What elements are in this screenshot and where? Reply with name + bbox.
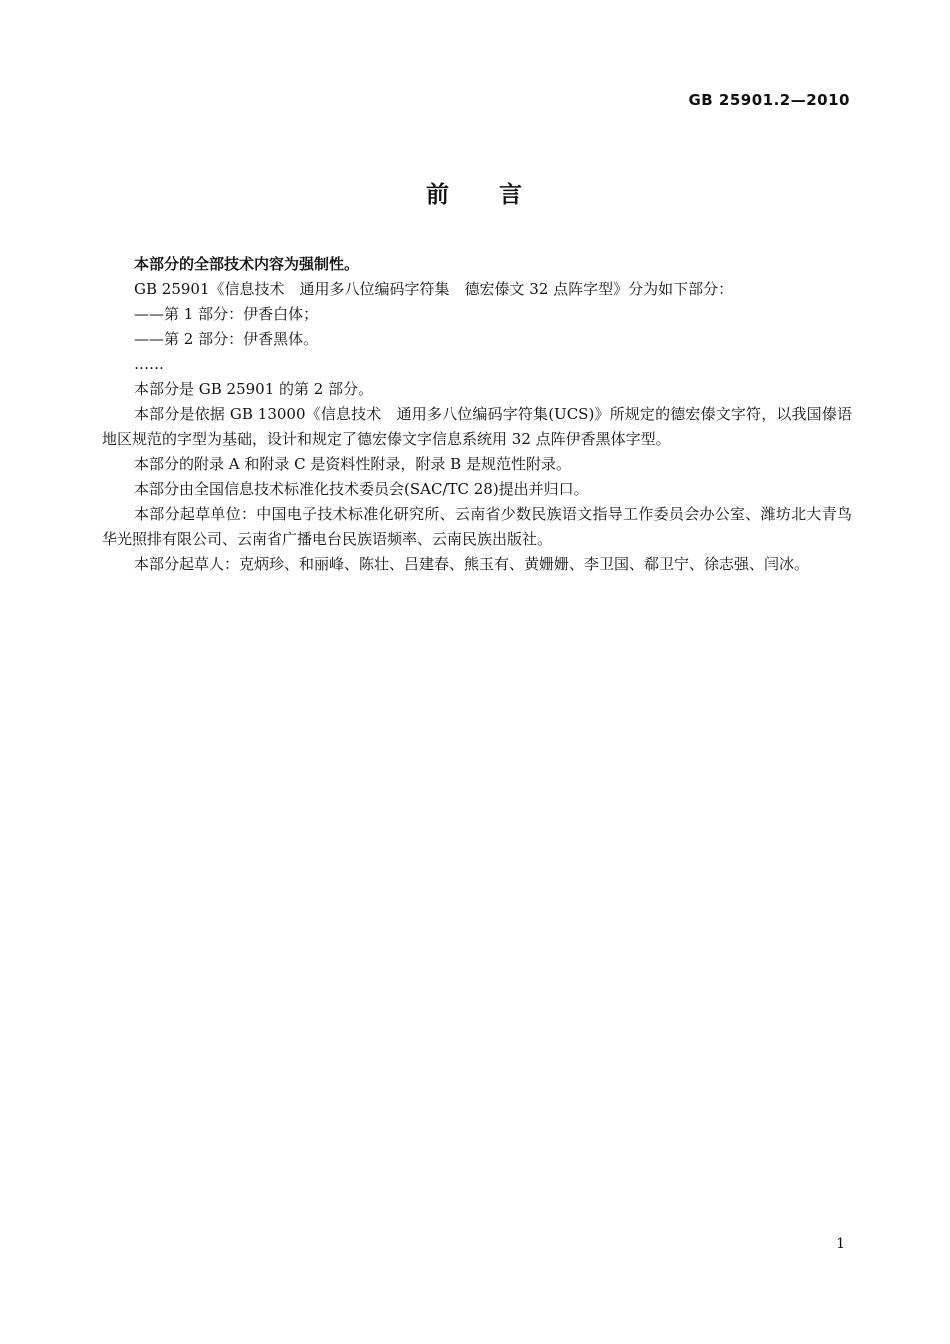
- mandatory-statement: 本部分的全部技术内容为强制性。: [134, 255, 360, 273]
- paragraph-part-2: ——第 2 部分：伊香黑体。: [134, 330, 319, 348]
- title-char-1: 前: [426, 182, 451, 208]
- standard-number: GB 25901.2—2010: [688, 91, 850, 109]
- page-title: [0, 176, 950, 209]
- paragraph-structure: GB 25901《信息技术 通用多八位编码字符集 德宏傣文 32 点阵字型》分为如下部分：: [134, 280, 734, 298]
- paragraph-this-part: 本部分是 GB 25901 的第 2 部分。: [134, 380, 374, 398]
- paragraph-ellipsis: ……: [134, 355, 164, 373]
- paragraph-drafters: 本部分起草人：克炳珍、和丽峰、陈壮、吕建春、熊玉有、黄姗姗、李卫国、郗卫宁、徐志强、闫冰。: [134, 555, 810, 573]
- title-char-2: 言: [499, 182, 524, 208]
- paragraph-annexes: 本部分的附录 A 和附录 C 是资料性附录，附录 B 是规范性附录。: [134, 455, 571, 473]
- page-number: 1: [836, 1236, 845, 1252]
- paragraph-drafting-units: 本部分起草单位：中国电子技术标准化研究所、云南省少数民族语文指导工作委员会办公室、潍坊北大青鸟华光照排有限公司、云南省广播电台民族语频率、云南民族出版社。: [102, 505, 852, 548]
- paragraph-part-1: ——第 1 部分：伊香白体；: [134, 305, 319, 323]
- paragraph-basis: 本部分是依据 GB 13000《信息技术 通用多八位编码字符集(UCS)》所规定的德宏傣文字符，以我国傣语地区规范的字型为基础，设计和规定了德宏傣文字信息系统用 32 点阵伊香黑体字型。: [102, 405, 852, 448]
- foreword-body: [102, 252, 852, 577]
- paragraph-proposer: 本部分由全国信息技术标准化技术委员会(SAC/TC 28)提出并归口。: [134, 480, 589, 498]
